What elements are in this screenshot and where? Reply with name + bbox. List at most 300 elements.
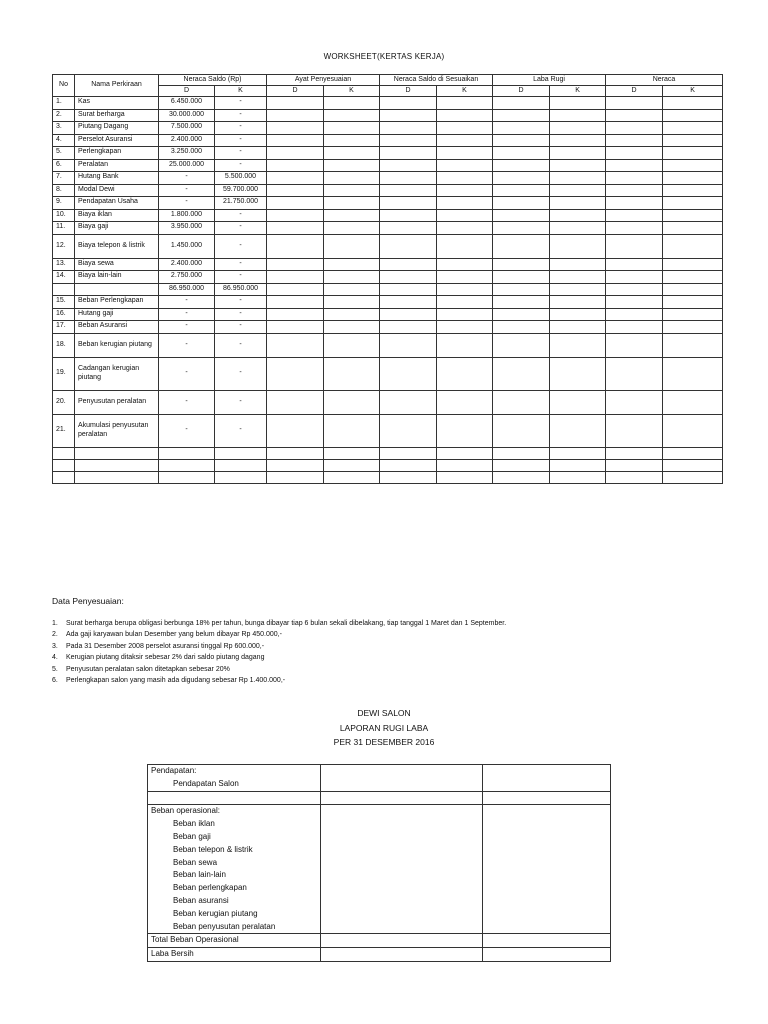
header-group-adjustments: Ayat Penyesuaian [267,75,380,86]
empty-cell [663,333,723,357]
adjustments-title: Data Penyesuaian: [52,596,124,606]
empty-cell [380,159,437,172]
empty-cell [606,258,663,271]
trial-balance-debit: 25.000.000 [159,159,215,172]
account-name: Cadangan kerugian piutang [75,357,159,390]
header-group-balance-sheet: Neraca [606,75,723,86]
empty-cell [380,321,437,334]
account-number: 8. [53,184,75,197]
account-number: 12. [53,234,75,258]
item-number: 2. [52,631,58,639]
empty-cell [550,321,606,334]
amount-cell [321,895,483,908]
table-row [53,258,723,271]
empty-cell [267,184,324,197]
account-number: 14. [53,271,75,284]
empty-cell [324,283,380,296]
trial-balance-credit: - [215,109,267,122]
empty-cell [663,209,723,222]
header-debit: D [159,86,215,97]
empty-cell [663,97,723,110]
empty-cell [606,172,663,185]
empty-cell [493,234,550,258]
trial-balance-credit: - [215,97,267,110]
empty-cell [663,390,723,414]
empty-cell [550,134,606,147]
account-number: 1. [53,97,75,110]
empty-cell [606,471,663,483]
account-number: 6. [53,159,75,172]
table-row [53,234,723,258]
empty-cell [493,122,550,135]
trial-balance-debit: - [159,197,215,210]
empty-cell [663,172,723,185]
statement-row [148,908,611,921]
empty-cell [493,109,550,122]
trial-balance-debit: - [159,414,215,447]
empty-cell [606,109,663,122]
empty-cell [437,308,493,321]
empty-cell [437,184,493,197]
account-number: 11. [53,222,75,235]
empty-cell [663,357,723,390]
empty-cell [324,109,380,122]
empty-cell [550,209,606,222]
empty-cell [606,147,663,160]
empty-cell [663,122,723,135]
empty-cell [324,172,380,185]
empty-cell [493,447,550,459]
header-debit: D [267,86,324,97]
amount-cell [321,857,483,870]
account-name: Akumulasi penyusutan peralatan [75,414,159,447]
trial-balance-debit: 1.800.000 [159,209,215,222]
spacer-cell [148,791,321,805]
empty-cell [606,122,663,135]
empty-cell [550,390,606,414]
trial-balance-debit: 1.450.000 [159,234,215,258]
empty-cell [493,459,550,471]
report-title: LAPORAN RUGI LABA [339,722,429,733]
empty-cell [606,308,663,321]
trial-balance-debit: - [159,308,215,321]
amount-cell [321,869,483,882]
empty-cell [550,283,606,296]
empty-cell [267,222,324,235]
empty-cell [437,414,493,447]
empty-cell [663,258,723,271]
empty-cell [267,321,324,334]
account-number: 21. [53,414,75,447]
revenue-item: Pendapatan Salon [148,778,321,791]
header-debit: D [606,86,663,97]
empty-cell [606,296,663,309]
header-debit: D [380,86,437,97]
statement-row [148,882,611,895]
empty-cell [493,222,550,235]
table-row [53,197,723,210]
empty-cell [550,197,606,210]
trial-balance-credit: - [215,134,267,147]
amount-cell [321,948,483,962]
empty-cell [550,122,606,135]
list-item [52,641,506,652]
empty-cell [663,271,723,284]
trial-balance-debit: - [159,172,215,185]
empty-cell [267,390,324,414]
empty-cell [663,283,723,296]
total-expense-label: Total Beban Operasional [148,934,321,948]
empty-cell [550,172,606,185]
header-credit: K [663,86,723,97]
empty-cell [437,159,493,172]
empty-cell [380,222,437,235]
table-row [53,159,723,172]
income-statement-table [147,764,611,962]
account-number: 3. [53,122,75,135]
item-number: 3. [52,642,58,650]
item-text: Surat berharga berupa obligasi berbunga 18% per tahun, bunga dibayar tiap 6 bulan sekali dibelakang, tiap tanggal 1 Maret dan 1 September. [66,620,507,627]
empty-cell [437,258,493,271]
empty-cell [267,209,324,222]
trial-balance-debit: 86.950.000 [159,283,215,296]
empty-cell [663,222,723,235]
empty-cell [380,447,437,459]
empty-cell [215,471,267,483]
account-number: 2. [53,109,75,122]
empty-cell [663,159,723,172]
account-name: Modal Dewi [75,184,159,197]
empty-cell [663,147,723,160]
trial-balance-credit: - [215,333,267,357]
table-row [53,357,723,390]
total-cell [483,831,611,844]
header-debit: D [493,86,550,97]
empty-cell [75,447,159,459]
header-credit: K [215,86,267,97]
empty-cell [267,159,324,172]
company-name: DEWI SALON [357,708,411,718]
empty-cell [550,234,606,258]
empty-cell [663,321,723,334]
account-number: 13. [53,258,75,271]
amount-cell [321,844,483,857]
empty-cell [324,357,380,390]
empty-cell [324,308,380,321]
empty-cell [267,333,324,357]
trial-balance-credit: - [215,222,267,235]
table-row [53,321,723,334]
total-cell [483,895,611,908]
expense-item: Beban iklan [148,818,321,831]
empty-cell [437,222,493,235]
empty-cell [380,390,437,414]
empty-cell [493,97,550,110]
trial-balance-debit: 2.400.000 [159,134,215,147]
empty-cell [493,296,550,309]
empty-cell [550,333,606,357]
empty-cell [324,296,380,309]
total-cell [483,908,611,921]
empty-cell [324,333,380,357]
empty-cell [324,258,380,271]
blank-row [53,471,723,483]
empty-cell [437,447,493,459]
item-text: Ada gaji karyawan bulan Desember yang belum dibayar Rp 450.000,- [66,631,282,639]
empty-cell [437,234,493,258]
empty-cell [550,357,606,390]
account-name: Biaya sewa [75,258,159,271]
empty-cell [550,147,606,160]
trial-balance-debit: - [159,333,215,357]
empty-cell [267,447,324,459]
empty-cell [324,459,380,471]
statement-row [148,948,611,962]
account-name: Hutang Bank [75,172,159,185]
item-text: Penyusutan peralatan salon ditetapkan sebesar 20% [66,665,230,673]
account-number: 5. [53,147,75,160]
statement-row [148,791,611,805]
statement-row [148,934,611,948]
account-name: Perlengkapan [75,147,159,160]
empty-cell [324,209,380,222]
amount-cell [321,818,483,831]
empty-cell [380,134,437,147]
empty-cell [267,234,324,258]
empty-cell [663,197,723,210]
empty-cell [493,184,550,197]
empty-cell [380,333,437,357]
table-row [53,172,723,185]
empty-cell [493,271,550,284]
empty-cell [437,390,493,414]
table-row [53,184,723,197]
empty-cell [493,209,550,222]
empty-cell [437,357,493,390]
amount-cell [321,791,483,805]
empty-cell [606,447,663,459]
empty-cell [663,234,723,258]
empty-cell [324,197,380,210]
empty-cell [267,258,324,271]
total-cell [483,882,611,895]
amount-cell [321,765,483,778]
empty-cell [380,172,437,185]
empty-cell [663,134,723,147]
income-statement-heading [0,706,768,750]
statement-row [148,805,611,818]
table-row [53,333,723,357]
empty-cell [606,234,663,258]
header-no: No [53,75,75,97]
empty-cell [437,471,493,483]
trial-balance-credit: - [215,234,267,258]
total-cell [483,921,611,934]
expense-item: Beban penyusutan peralatan [148,921,321,934]
empty-cell [437,197,493,210]
item-number: 6. [52,677,58,685]
list-item [52,618,506,629]
table-row [53,296,723,309]
empty-cell [380,209,437,222]
empty-cell [215,447,267,459]
empty-cell [267,122,324,135]
item-text: Kerugian piutang ditaksir sebesar 2% dari saldo piutang dagang [66,654,265,662]
statement-row [148,869,611,882]
empty-cell [267,308,324,321]
empty-cell [159,447,215,459]
trial-balance-credit: - [215,321,267,334]
empty-cell [380,296,437,309]
trial-balance-debit: 2.400.000 [159,258,215,271]
empty-cell [663,459,723,471]
empty-cell [380,471,437,483]
empty-cell [380,459,437,471]
amount-cell [321,831,483,844]
empty-cell [493,172,550,185]
account-name: Biaya iklan [75,209,159,222]
empty-cell [267,197,324,210]
empty-cell [493,357,550,390]
empty-cell [324,471,380,483]
net-income-label: Laba Bersih [148,948,321,962]
empty-cell [663,184,723,197]
table-row [53,109,723,122]
worksheet-body [53,97,723,484]
header-credit: K [324,86,380,97]
expense-item: Beban telepon & listrik [148,844,321,857]
empty-cell [437,122,493,135]
empty-cell [380,414,437,447]
total-cell [483,805,611,818]
empty-cell [663,471,723,483]
statement-row [148,831,611,844]
list-item [52,664,506,675]
empty-cell [267,357,324,390]
empty-cell [606,159,663,172]
empty-cell [663,308,723,321]
statement-row [148,765,611,778]
list-item [52,652,506,663]
trial-balance-credit: 21.750.000 [215,197,267,210]
empty-cell [267,459,324,471]
item-number: 1. [52,620,58,627]
worksheet-title: WORKSHEET(KERTAS KERJA) [323,52,445,61]
amount-cell [321,778,483,791]
total-cell [483,765,611,778]
empty-cell [437,209,493,222]
item-number: 5. [52,665,58,673]
expense-item: Beban perlengkapan [148,882,321,895]
trial-balance-credit: - [215,296,267,309]
table-row [53,271,723,284]
empty-cell [493,333,550,357]
expense-item: Beban sewa [148,857,321,870]
header-group-income-statement: Laba Rugi [493,75,606,86]
trial-balance-debit: 2.750.000 [159,271,215,284]
empty-cell [493,147,550,160]
table-row [53,209,723,222]
amount-cell [321,908,483,921]
empty-cell [267,283,324,296]
account-name: Hutang gaji [75,308,159,321]
account-number: 16. [53,308,75,321]
account-name: Biaya lain-lain [75,271,159,284]
account-name: Kas [75,97,159,110]
empty-cell [437,321,493,334]
empty-cell [437,172,493,185]
empty-cell [493,390,550,414]
amount-cell [321,805,483,818]
trial-balance-debit: - [159,390,215,414]
trial-balance-credit: - [215,159,267,172]
account-name [75,283,159,296]
empty-cell [267,271,324,284]
empty-cell [606,283,663,296]
account-number: 10. [53,209,75,222]
empty-cell [324,447,380,459]
empty-cell [324,97,380,110]
total-cell [483,791,611,805]
empty-cell [267,296,324,309]
trial-balance-credit: - [215,209,267,222]
empty-cell [267,414,324,447]
account-name: Peralatan [75,159,159,172]
empty-cell [380,109,437,122]
table-row [53,390,723,414]
empty-cell [324,321,380,334]
account-name: Surat berharga [75,109,159,122]
header-credit: K [437,86,493,97]
empty-cell [380,147,437,160]
empty-cell [550,159,606,172]
empty-cell [324,134,380,147]
empty-cell [550,296,606,309]
empty-cell [267,97,324,110]
empty-cell [550,414,606,447]
empty-cell [267,109,324,122]
empty-cell [324,234,380,258]
trial-balance-debit: 3.950.000 [159,222,215,235]
expense-item: Beban kerugian piutang [148,908,321,921]
table-row [53,122,723,135]
empty-cell [493,197,550,210]
empty-cell [53,459,75,471]
empty-cell [493,134,550,147]
empty-cell [606,271,663,284]
empty-cell [550,184,606,197]
trial-balance-debit: 30.000.000 [159,109,215,122]
empty-cell [550,447,606,459]
account-number: 15. [53,296,75,309]
empty-cell [493,258,550,271]
trial-balance-credit: - [215,357,267,390]
empty-cell [437,147,493,160]
trial-balance-debit: 7.500.000 [159,122,215,135]
trial-balance-credit: - [215,147,267,160]
account-name: Penyusutan peralatan [75,390,159,414]
blank-row [53,447,723,459]
empty-cell [267,172,324,185]
trial-balance-credit: - [215,308,267,321]
account-name: Beban Perlengkapan [75,296,159,309]
statement-row [148,921,611,934]
trial-balance-debit: 3.250.000 [159,147,215,160]
statement-row [148,857,611,870]
empty-cell [550,258,606,271]
empty-cell [493,414,550,447]
empty-cell [380,258,437,271]
